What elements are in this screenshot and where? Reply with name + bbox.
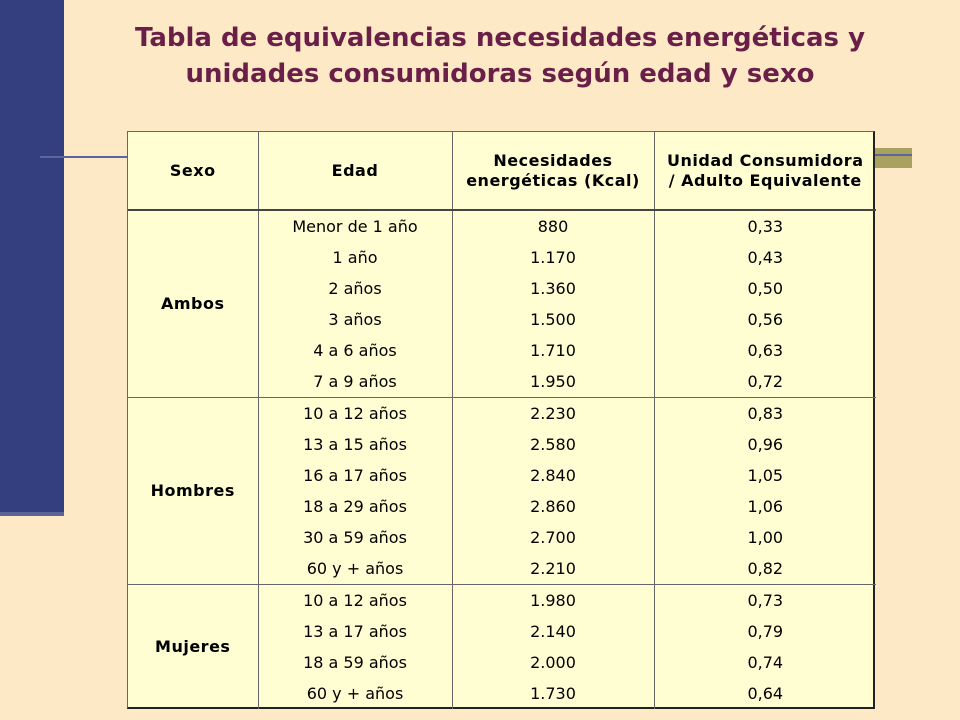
kcal-cell: 2.140: [452, 616, 654, 647]
unidad-consumidora-cell: 0,64: [747, 683, 784, 703]
unidad-consumidora-cell: 0,79: [747, 621, 784, 641]
unidad-consumidora-cell: 0,50: [747, 278, 784, 298]
edad-cell: 1 año: [258, 242, 452, 273]
header-unidad-consumidora: [654, 132, 876, 210]
sexo-cell: Ambos: [128, 210, 258, 398]
edad-cell: 4 a 6 años: [258, 335, 452, 366]
kcal-cell: 1.710: [452, 335, 654, 366]
kcal-cell: 1.170: [452, 242, 654, 273]
unidad-consumidora-cell: 1,05: [747, 465, 784, 485]
equivalence-table-container: [127, 131, 875, 709]
unidad-consumidora-cell: 0,63: [747, 340, 784, 360]
unidad-consumidora-cell: 0,82: [654, 553, 876, 585]
table-header-row: [128, 132, 876, 210]
table-row: [128, 398, 876, 430]
header-sexo: Sexo: [128, 132, 258, 210]
accent-line-right: [874, 154, 912, 156]
kcal-cell: 2.580: [452, 429, 654, 460]
table-row: [128, 585, 876, 617]
kcal-cell: 2.000: [452, 647, 654, 678]
header-uc-line-1: Unidad Consumidora: [667, 150, 864, 170]
unidad-consumidora-cell: 0,74: [747, 652, 784, 672]
unidad-consumidora-cell: 0,56: [747, 309, 784, 329]
accent-line-left: [40, 156, 130, 158]
kcal-cell: 880: [452, 210, 654, 242]
unidad-consumidora-cell: 0,43: [747, 247, 784, 267]
header-edad: Edad: [258, 132, 452, 210]
slide-title: [100, 20, 900, 92]
kcal-cell: 1.950: [452, 366, 654, 398]
equivalence-table: [128, 132, 876, 709]
unidad-consumidora-cell: 0,72: [654, 366, 876, 398]
sexo-cell: Mujeres: [128, 585, 258, 710]
table-row: [128, 210, 876, 242]
edad-cell: 60 y + años: [258, 553, 452, 585]
edad-cell: 10 a 12 años: [258, 585, 452, 617]
accent-square: [874, 148, 912, 168]
edad-cell: 13 a 17 años: [258, 616, 452, 647]
unidad-consumidora-cell: 1,06: [747, 496, 784, 516]
edad-cell: 30 a 59 años: [258, 522, 452, 553]
kcal-cell: 1.730: [452, 678, 654, 709]
unidad-consumidora-cell: 0,73: [747, 590, 784, 610]
kcal-cell: 2.840: [452, 460, 654, 491]
edad-cell: 10 a 12 años: [258, 398, 452, 430]
edad-cell: 18 a 59 años: [258, 647, 452, 678]
kcal-cell: 2.860: [452, 491, 654, 522]
header-kcal-line-2: energéticas (Kcal): [466, 170, 640, 190]
edad-cell: 3 años: [258, 304, 452, 335]
slide-title-line-1: Tabla de equivalencias necesidades energéticas y: [134, 23, 866, 53]
edad-cell: 2 años: [258, 273, 452, 304]
slide-title-line-2: unidades consumidoras según edad y sexo: [185, 59, 815, 89]
sidebar-decoration: [0, 0, 64, 512]
edad-cell: 7 a 9 años: [258, 366, 452, 398]
sexo-cell: Hombres: [128, 398, 258, 585]
unidad-consumidora-cell: 0,96: [747, 434, 784, 454]
table-body: [128, 210, 876, 709]
kcal-cell: 1.360: [452, 273, 654, 304]
kcal-cell: 1.500: [452, 304, 654, 335]
sidebar-decoration-shadow: [0, 512, 64, 516]
header-kcal-line-1: Necesidades: [493, 150, 613, 170]
unidad-consumidora-cell: 0,33: [747, 216, 784, 236]
unidad-consumidora-cell: 1,00: [747, 527, 784, 547]
kcal-cell: 1.980: [452, 585, 654, 617]
kcal-cell: 2.700: [452, 522, 654, 553]
edad-cell: 60 y + años: [258, 678, 452, 709]
header-uc-line-2: / Adulto Equivalente: [668, 170, 862, 190]
edad-cell: 13 a 15 años: [258, 429, 452, 460]
edad-cell: 16 a 17 años: [258, 460, 452, 491]
kcal-cell: 2.210: [452, 553, 654, 585]
kcal-cell: 2.230: [452, 398, 654, 430]
header-kcal: [452, 132, 654, 210]
unidad-consumidora-cell: 0,83: [747, 403, 784, 423]
edad-cell: Menor de 1 año: [258, 210, 452, 242]
edad-cell: 18 a 29 años: [258, 491, 452, 522]
